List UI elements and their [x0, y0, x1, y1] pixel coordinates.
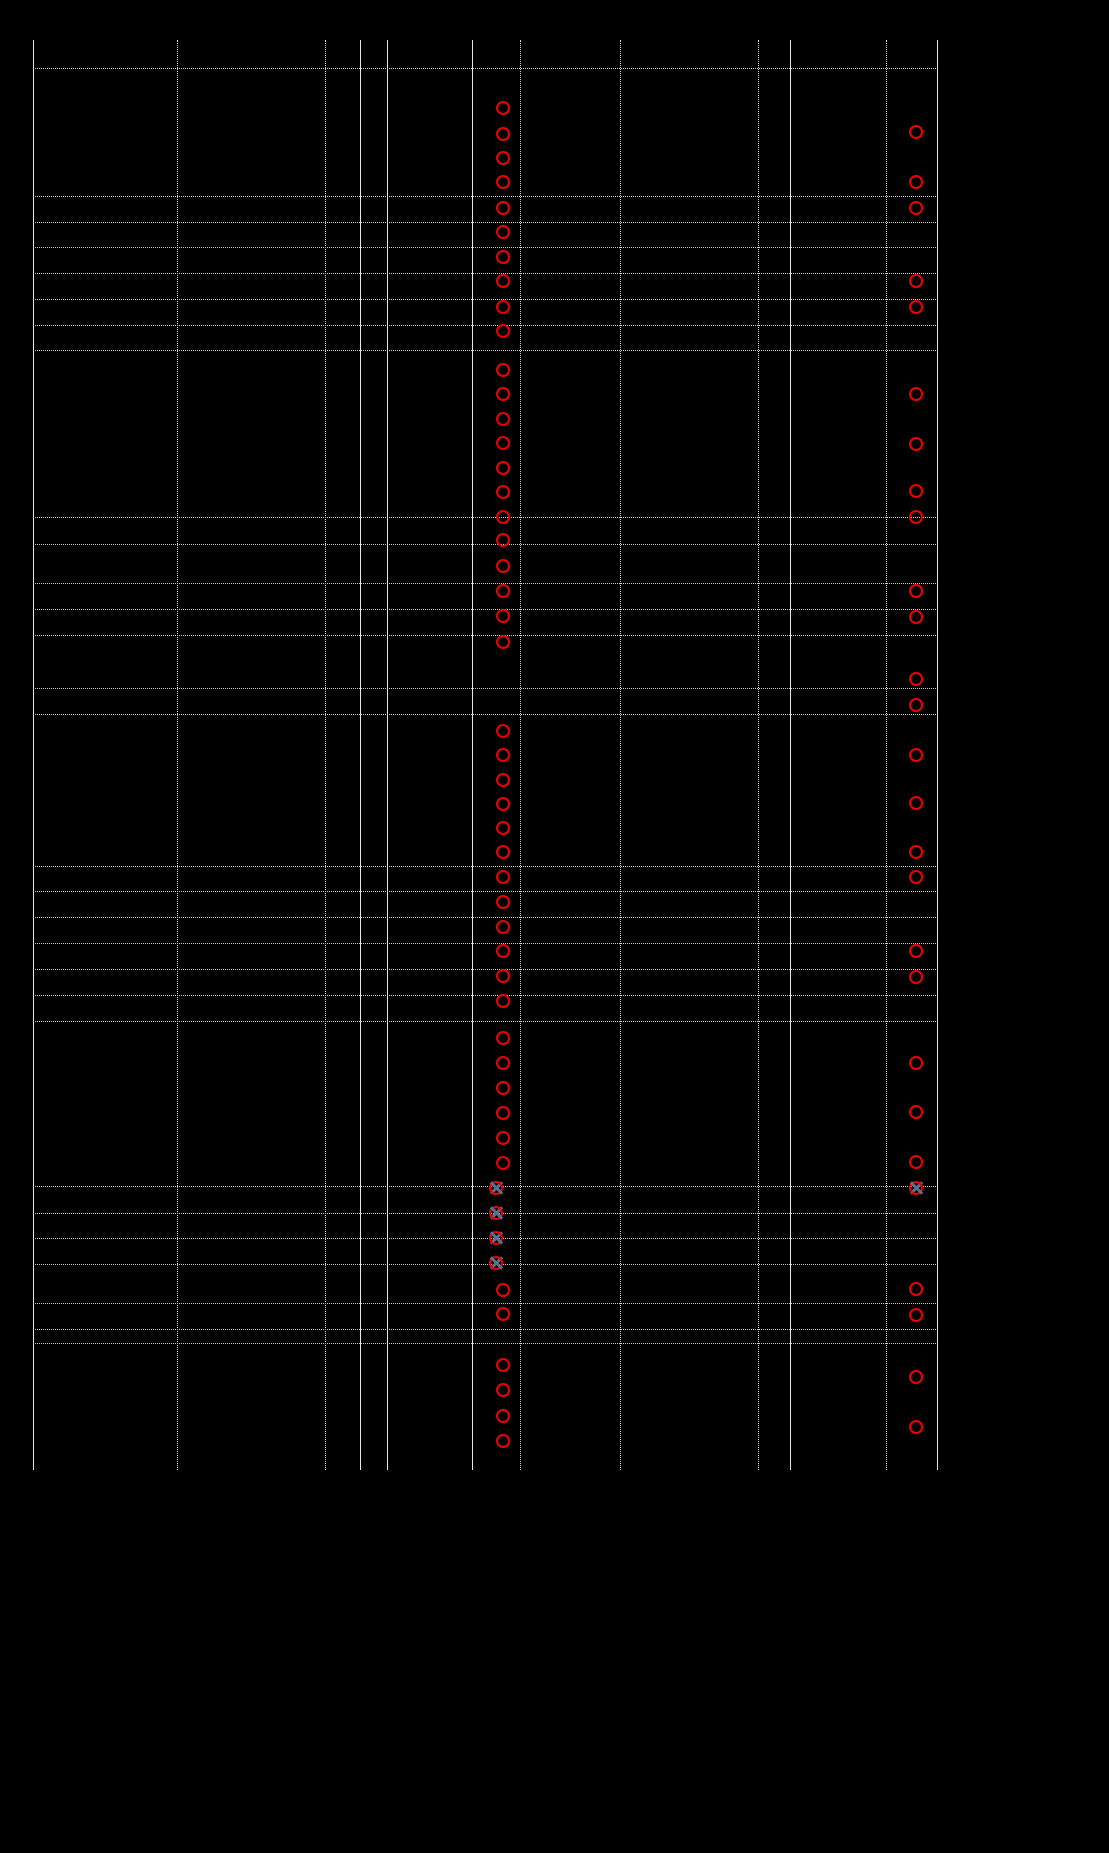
gridline-vertical — [790, 40, 791, 1470]
data-point — [496, 1056, 510, 1070]
data-point — [909, 175, 923, 189]
data-point-ring — [489, 1256, 503, 1270]
data-point — [496, 1409, 510, 1423]
data-point — [909, 1155, 923, 1169]
data-point — [909, 870, 923, 884]
data-point-crossed — [488, 1205, 504, 1221]
data-point-crossed — [488, 1180, 504, 1196]
gridline-horizontal — [33, 517, 938, 518]
data-point — [496, 920, 510, 934]
data-point — [909, 970, 923, 984]
gridline-vertical — [520, 40, 521, 1470]
data-point — [909, 201, 923, 215]
data-point — [909, 437, 923, 451]
gridline-horizontal — [33, 969, 938, 970]
data-point — [496, 387, 510, 401]
data-point-ring — [489, 1181, 503, 1195]
data-point — [909, 748, 923, 762]
data-point — [496, 412, 510, 426]
data-point — [909, 1282, 923, 1296]
data-point — [909, 1056, 923, 1070]
data-point — [909, 510, 923, 524]
data-point — [909, 672, 923, 686]
data-point — [496, 485, 510, 499]
gridline-vertical — [325, 40, 326, 1470]
gridline-horizontal — [33, 917, 938, 918]
data-point — [909, 125, 923, 139]
data-point — [909, 1308, 923, 1322]
gridline-horizontal — [33, 544, 938, 545]
data-point-ring — [489, 1206, 503, 1220]
gridline-vertical — [937, 40, 938, 1470]
data-point — [909, 845, 923, 859]
data-point — [496, 1131, 510, 1145]
gridline-vertical — [360, 40, 361, 1470]
data-point — [496, 773, 510, 787]
data-point — [496, 151, 510, 165]
data-point — [496, 274, 510, 288]
data-point — [496, 127, 510, 141]
gridline-horizontal — [33, 866, 938, 867]
data-point — [909, 1105, 923, 1119]
gridline-horizontal — [33, 350, 938, 351]
gridline-horizontal — [33, 299, 938, 300]
data-point — [496, 635, 510, 649]
gridline-vertical — [620, 40, 621, 1470]
gridline-vertical — [177, 40, 178, 1470]
data-point — [496, 724, 510, 738]
data-point-ring — [489, 1231, 503, 1245]
data-point — [496, 175, 510, 189]
data-point — [496, 821, 510, 835]
gridline-horizontal — [33, 68, 938, 69]
gridline-vertical — [472, 40, 473, 1470]
gridline-vertical — [758, 40, 759, 1470]
data-point — [909, 1370, 923, 1384]
data-point — [496, 461, 510, 475]
data-point — [909, 1420, 923, 1434]
data-point — [496, 510, 510, 524]
gridline-horizontal — [33, 196, 938, 197]
data-point — [496, 533, 510, 547]
data-point — [496, 609, 510, 623]
gridline-horizontal — [33, 1186, 938, 1187]
data-point — [909, 300, 923, 314]
data-point — [496, 1383, 510, 1397]
data-point — [909, 796, 923, 810]
data-point — [496, 748, 510, 762]
gridline-horizontal — [33, 583, 938, 584]
gridline-horizontal — [33, 247, 938, 248]
data-point — [496, 300, 510, 314]
data-point — [496, 1081, 510, 1095]
gridline-horizontal — [33, 1238, 938, 1239]
gridline-vertical — [33, 40, 34, 1470]
data-point — [496, 1358, 510, 1372]
data-point-ring — [909, 1181, 923, 1195]
data-point — [496, 845, 510, 859]
data-point — [909, 274, 923, 288]
data-point — [909, 698, 923, 712]
data-point-crossed — [488, 1230, 504, 1246]
data-point — [496, 944, 510, 958]
gridline-horizontal — [33, 891, 938, 892]
gridline-vertical — [886, 40, 887, 1470]
data-point-crossed — [488, 1255, 504, 1271]
data-point — [496, 1307, 510, 1321]
data-point — [496, 1434, 510, 1448]
data-point — [909, 610, 923, 624]
data-point — [496, 225, 510, 239]
gridline-horizontal — [33, 325, 938, 326]
gridline-horizontal — [33, 1213, 938, 1214]
data-point — [496, 1283, 510, 1297]
data-point — [496, 363, 510, 377]
data-point — [909, 484, 923, 498]
data-point — [496, 1031, 510, 1045]
data-point — [496, 101, 510, 115]
gridline-horizontal — [33, 688, 938, 689]
data-point — [496, 436, 510, 450]
gridline-horizontal — [33, 1303, 938, 1304]
data-point — [496, 559, 510, 573]
data-point — [496, 1106, 510, 1120]
data-point — [496, 250, 510, 264]
gridline-horizontal — [33, 222, 938, 223]
data-point — [496, 1156, 510, 1170]
data-point — [496, 324, 510, 338]
data-point — [496, 895, 510, 909]
gridline-horizontal — [33, 273, 938, 274]
gridline-horizontal — [33, 714, 938, 715]
gridline-horizontal — [33, 995, 938, 996]
data-point — [496, 201, 510, 215]
gridline-horizontal — [33, 635, 938, 636]
data-point — [909, 584, 923, 598]
gridline-horizontal — [33, 609, 938, 610]
gridline-horizontal — [33, 1264, 938, 1265]
data-point — [496, 994, 510, 1008]
gridline-horizontal — [33, 943, 938, 944]
data-point — [496, 797, 510, 811]
data-point — [909, 387, 923, 401]
gridline-horizontal — [33, 1343, 938, 1344]
data-point-crossed — [908, 1180, 924, 1196]
data-point — [496, 584, 510, 598]
gridline-horizontal — [33, 1021, 938, 1022]
data-point — [496, 969, 510, 983]
data-point — [909, 944, 923, 958]
data-point — [496, 870, 510, 884]
gridline-vertical — [387, 40, 388, 1470]
gridline-horizontal — [33, 1329, 938, 1330]
